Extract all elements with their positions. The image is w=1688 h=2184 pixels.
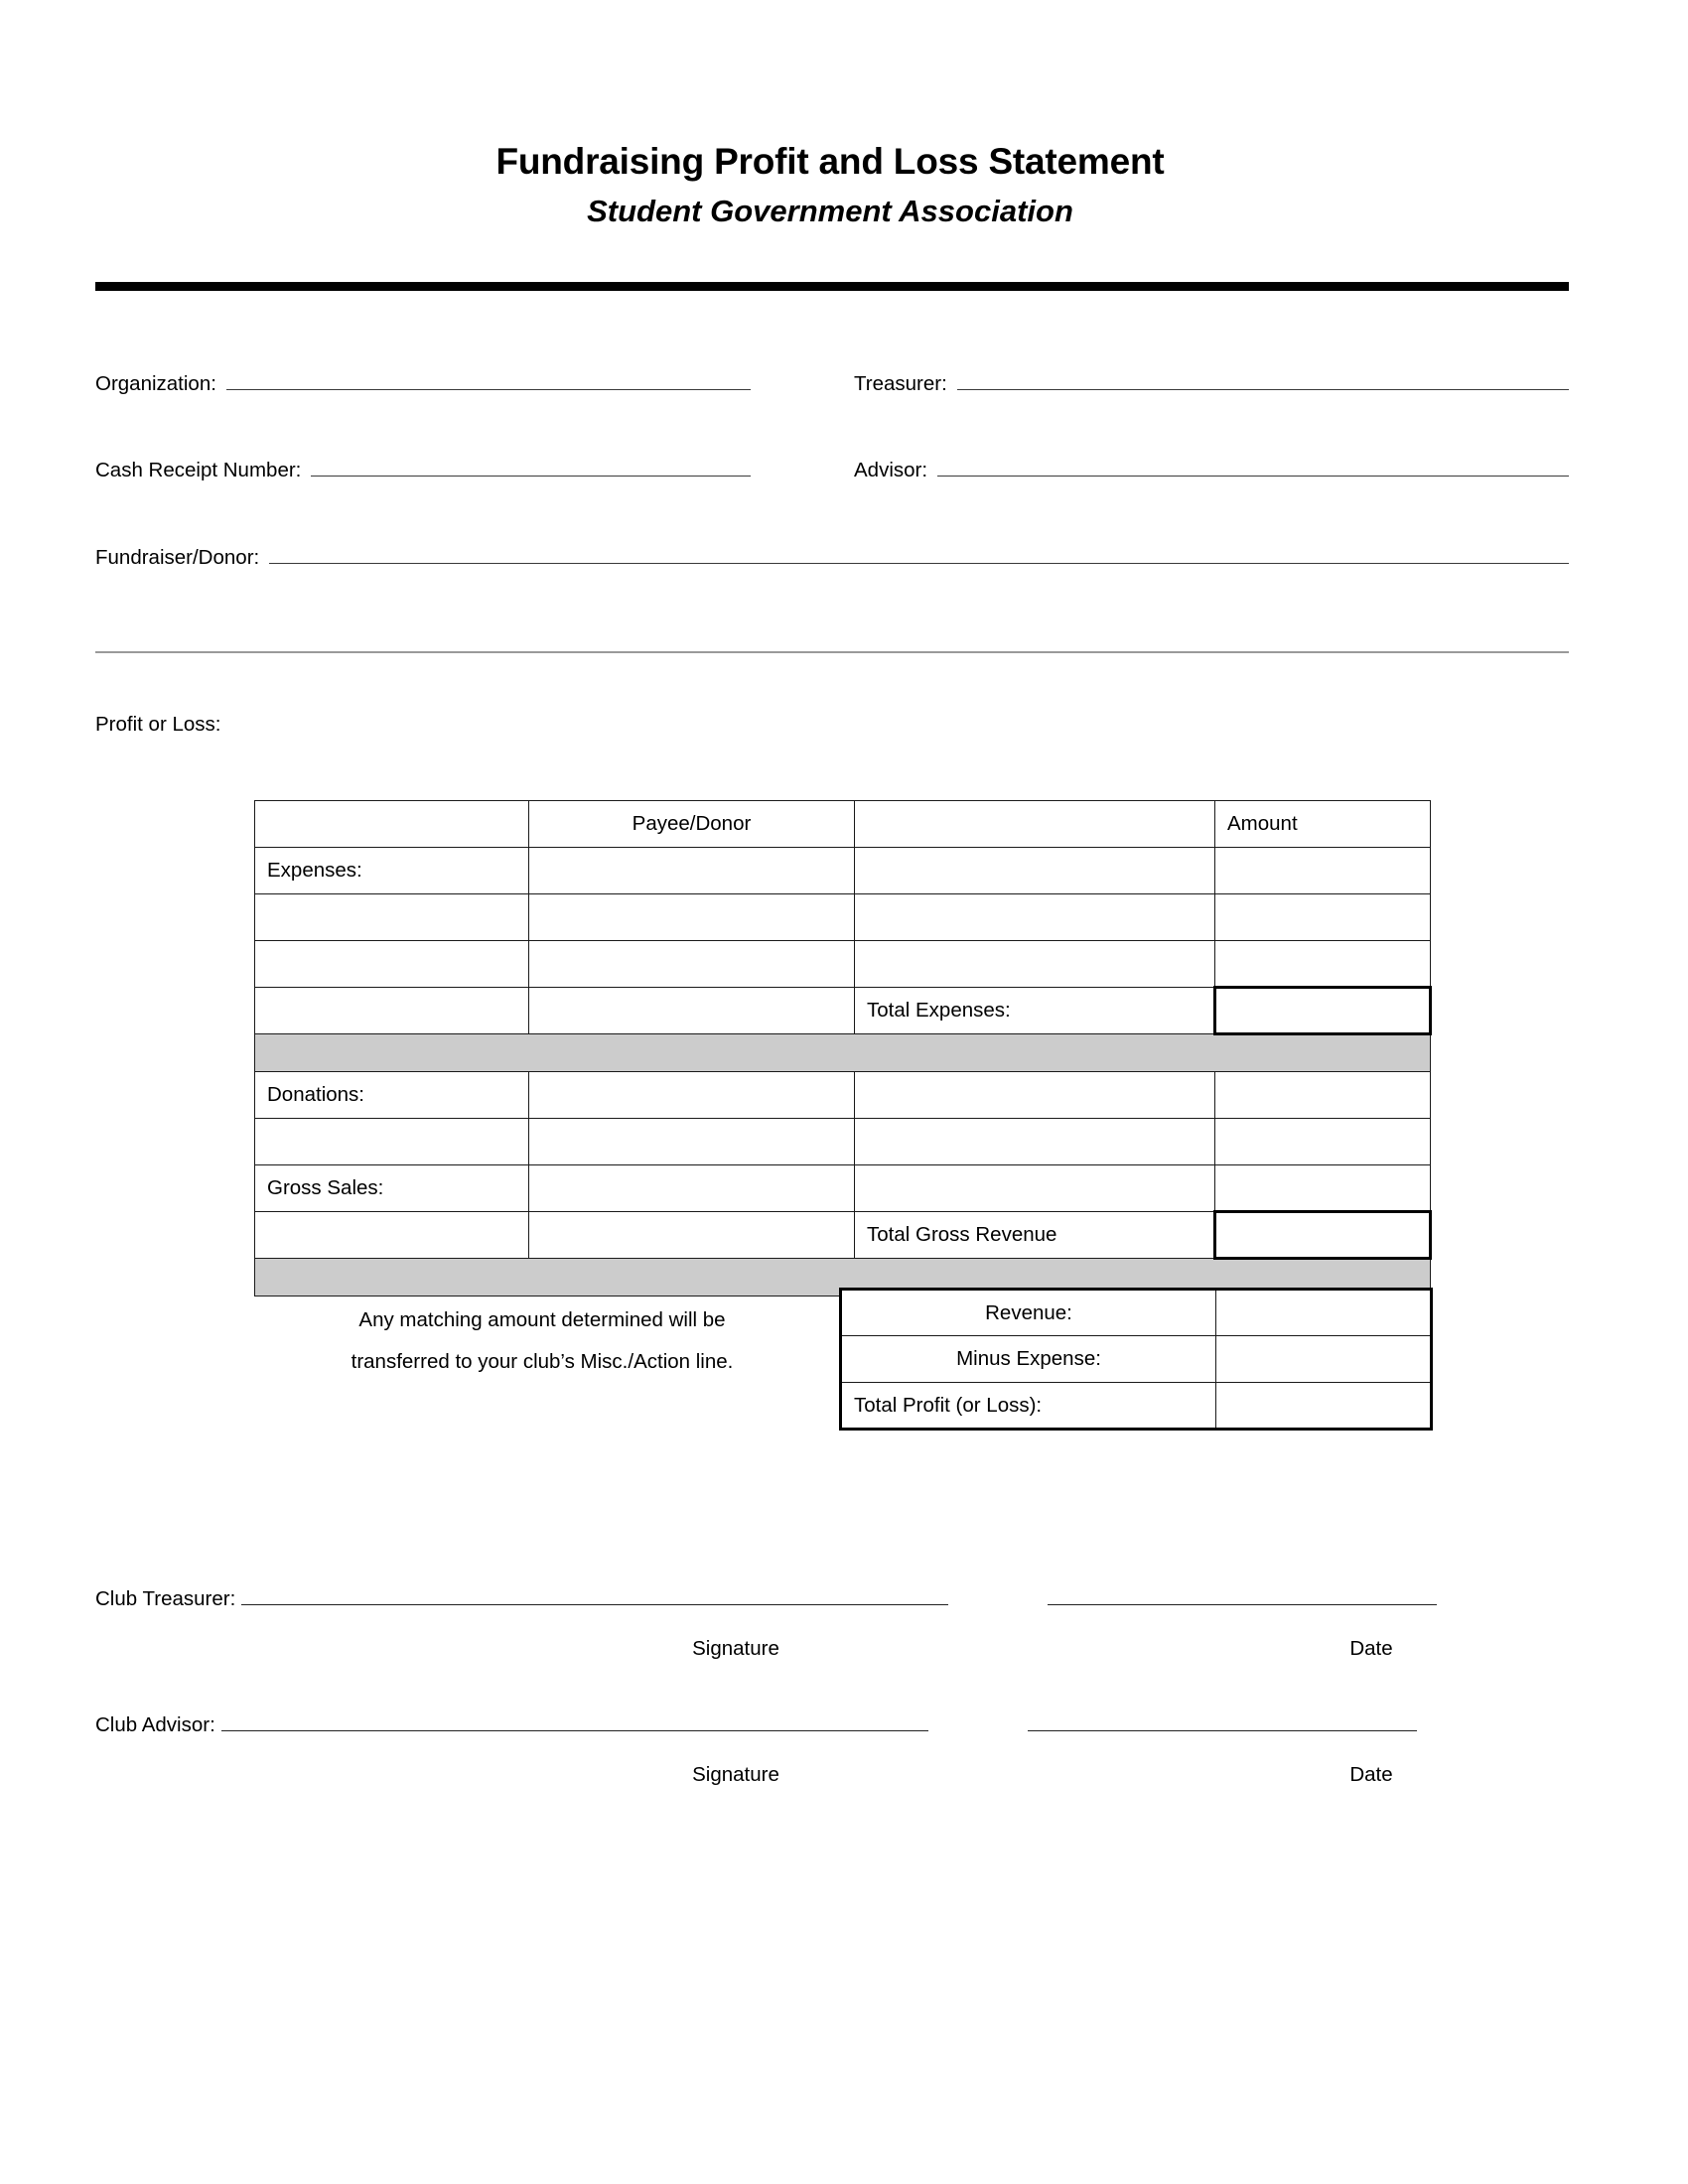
ledger-row-payee-cell[interactable] — [529, 1119, 855, 1165]
ledger-row-payee-cell[interactable] — [529, 1072, 855, 1119]
total-profit-amount[interactable] — [1216, 1383, 1432, 1430]
table-row — [255, 894, 1431, 941]
table-row — [255, 848, 1431, 894]
ledger-header-amount: Amount — [1215, 801, 1431, 848]
total-expenses-label: Total Expenses: — [855, 988, 1215, 1034]
ledger-row-note-cell[interactable] — [855, 941, 1215, 988]
field-organization — [95, 372, 751, 396]
ledger-row-note-cell[interactable] — [855, 1072, 1215, 1119]
matching-amount-note-line2: transferred to your club’s Misc./Action line. — [351, 1350, 734, 1374]
ledger-row-label: Donations: — [255, 1072, 529, 1119]
ledger-row-label — [255, 1212, 529, 1259]
field-treasurer — [854, 372, 1569, 396]
field-cash-receipt-number — [95, 459, 751, 482]
ledger-row-amount-cell[interactable] — [1215, 941, 1431, 988]
section-divider — [95, 651, 1569, 653]
minus-expense-amount[interactable] — [1216, 1336, 1432, 1383]
field-advisor-input[interactable] — [937, 460, 1569, 477]
field-cash-receipt-number-label: Cash Receipt Number: — [95, 459, 302, 481]
ledger-row-label — [255, 988, 529, 1034]
title-divider — [95, 282, 1569, 291]
revenue-label: Revenue: — [841, 1290, 1216, 1336]
signature-block-advisor — [95, 1713, 1569, 1797]
section-band-cell — [255, 1034, 1431, 1072]
ledger-row-label: Gross Sales: — [255, 1165, 529, 1212]
table-row — [255, 1119, 1431, 1165]
ledger-row-note-cell[interactable] — [855, 1119, 1215, 1165]
ledger-row-payee-cell[interactable] — [529, 848, 855, 894]
caption-signature: Signature — [692, 1637, 779, 1660]
field-organization-input[interactable] — [226, 373, 751, 390]
club-treasurer-label: Club Treasurer: — [95, 1587, 236, 1610]
page-subtitle: Student Government Association — [587, 194, 1073, 229]
minus-expense-label: Minus Expense: — [841, 1336, 1216, 1383]
matching-amount-note — [254, 1299, 830, 1383]
ledger-row-label[interactable] — [255, 941, 529, 988]
field-cash-receipt-number-input[interactable] — [311, 460, 751, 477]
ledger-row-label[interactable] — [255, 894, 529, 941]
ledger-header-payee: Payee/Donor — [529, 801, 855, 848]
caption-date: Date — [1349, 1637, 1393, 1660]
ledger-header-col1 — [255, 801, 529, 848]
signature-line-row-advisor — [95, 1713, 1569, 1737]
caption-date: Date — [1349, 1763, 1393, 1786]
ledger-row-payee-cell[interactable] — [529, 894, 855, 941]
total-expenses-amount[interactable] — [1215, 988, 1431, 1034]
section-band — [255, 1034, 1431, 1072]
total-gross-revenue-amount[interactable] — [1215, 1212, 1431, 1259]
revenue-amount[interactable] — [1216, 1290, 1432, 1336]
ledger-table — [254, 800, 1432, 1297]
ledger-row-amount-cell[interactable] — [1215, 848, 1431, 894]
table-row — [255, 1072, 1431, 1119]
total-profit-label: Total Profit (or Loss): — [841, 1383, 1216, 1430]
ledger-row-amount-cell[interactable] — [1215, 1119, 1431, 1165]
club-advisor-date-input[interactable] — [1028, 1714, 1417, 1731]
field-fundraiser-donor-label: Fundraiser/Donor: — [95, 546, 260, 569]
club-treasurer-signature-input[interactable] — [241, 1588, 948, 1605]
caption-signature: Signature — [692, 1763, 779, 1786]
summary-row-total-profit — [841, 1383, 1432, 1430]
profit-or-loss-label: Profit or Loss: — [95, 713, 221, 736]
club-advisor-signature-input[interactable] — [221, 1714, 928, 1731]
signature-block-treasurer — [95, 1587, 1569, 1671]
ledger-row-label: Expenses: — [255, 848, 529, 894]
ledger-row-note-cell[interactable] — [855, 848, 1215, 894]
ledger-row-note-cell[interactable] — [855, 894, 1215, 941]
signature-captions-treasurer — [95, 1637, 1569, 1671]
field-treasurer-input[interactable] — [957, 373, 1569, 390]
ledger-row-amount-cell[interactable] — [1215, 1165, 1431, 1212]
summary-row-revenue — [841, 1290, 1432, 1336]
signature-line-row-treasurer — [95, 1587, 1569, 1611]
total-expenses-row — [255, 988, 1431, 1034]
signature-captions-advisor — [95, 1763, 1569, 1797]
ledger-row-amount-cell[interactable] — [1215, 894, 1431, 941]
profit-summary-table — [839, 1288, 1433, 1431]
page-title: Fundraising Profit and Loss Statement — [495, 141, 1165, 182]
ledger-row-note-cell[interactable] — [855, 1165, 1215, 1212]
ledger-row-payee-cell — [529, 1212, 855, 1259]
field-fundraiser-donor-input[interactable] — [269, 547, 1569, 564]
club-advisor-label: Club Advisor: — [95, 1713, 215, 1736]
field-treasurer-label: Treasurer: — [854, 372, 947, 395]
ledger-row-payee-cell[interactable] — [529, 1165, 855, 1212]
field-advisor — [854, 459, 1569, 482]
total-gross-revenue-row — [255, 1212, 1431, 1259]
ledger-header-col3 — [855, 801, 1215, 848]
ledger-row-label[interactable] — [255, 1119, 529, 1165]
ledger-row-amount-cell[interactable] — [1215, 1072, 1431, 1119]
field-fundraiser-donor — [95, 546, 1569, 570]
table-row — [255, 941, 1431, 988]
summary-block — [254, 1288, 1430, 1434]
field-organization-label: Organization: — [95, 372, 216, 395]
title-block — [95, 139, 1565, 232]
ledger-header-row — [255, 801, 1431, 848]
total-gross-revenue-label: Total Gross Revenue — [855, 1212, 1215, 1259]
table-row — [255, 1165, 1431, 1212]
summary-row-minus-expense — [841, 1336, 1432, 1383]
matching-amount-note-line1: Any matching amount determined will be — [358, 1308, 726, 1331]
ledger-row-payee-cell — [529, 988, 855, 1034]
ledger-row-payee-cell[interactable] — [529, 941, 855, 988]
field-advisor-label: Advisor: — [854, 459, 928, 481]
club-treasurer-date-input[interactable] — [1048, 1588, 1437, 1605]
